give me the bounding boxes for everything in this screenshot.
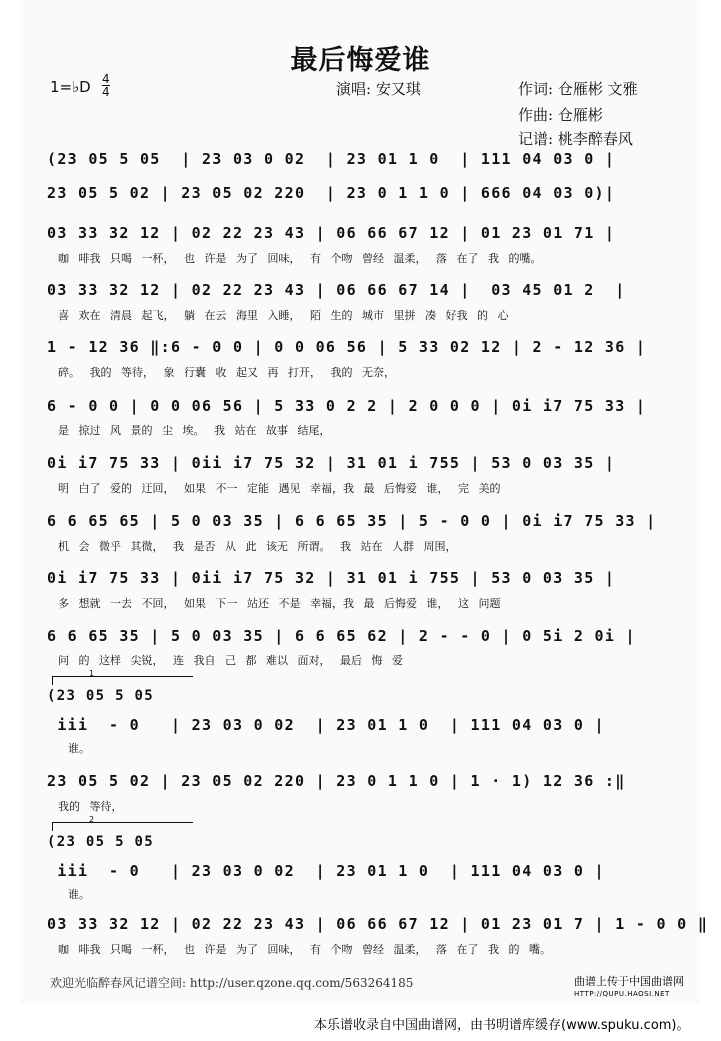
notation: (23 05 5 05 | 23 03 0 02 | 23 01 1 0 | 111 04 03 0 | bbox=[47, 150, 616, 168]
score-line-3 bbox=[47, 224, 667, 246]
lyrics-line-12: 谁。 bbox=[68, 742, 90, 755]
lyrics-line-3: 咖 啡我 只喝 一杯， 也 许是 为了 回味， 有 个吻 曾经 温柔， 落 在了 我 的嘴。 bbox=[58, 252, 542, 265]
notation: 03 33 32 12 | 02 22 23 43 | 06 66 67 14 | 03 45 01 2 | bbox=[47, 281, 626, 299]
lyrics-line-16: 咖 啡我 只喝 一杯， 也 许是 为了 回味， 有 个吻 曾经 温柔， 落 在了 我 的 嘴。 bbox=[58, 943, 551, 956]
source-note: 本乐谱收录自中国曲谱网，由书明谱库缓存(www.spuku.com)。 bbox=[314, 1018, 690, 1033]
score-line-1 bbox=[47, 150, 667, 172]
score-line-6 bbox=[47, 397, 667, 419]
time-signature-bottom: 4 bbox=[102, 85, 110, 99]
lyricist-credit: 作词: 仓雁彬 文雅 bbox=[518, 80, 638, 98]
notation: 03 33 32 12 | 02 22 23 43 | 06 66 67 12 | 01 23 01 71 | bbox=[47, 224, 616, 242]
score-line-8 bbox=[47, 512, 667, 534]
notation: 6 6 65 65 | 5 0 03 35 | 6 6 65 35 | 5 - 0 0 | 0i i7 75 33 | bbox=[47, 512, 657, 530]
score-line-7 bbox=[47, 454, 667, 476]
site-watermark-text: 曲谱上传于中国曲谱网 bbox=[574, 975, 684, 988]
score-line-13 bbox=[47, 772, 667, 794]
site-watermark bbox=[574, 976, 684, 1000]
lyrics-line-7: 明 白了 爱的 迂回， 如果 不一 定能 遇见 幸福，我 最 后悔爱 谁， 完 美的 bbox=[58, 482, 501, 495]
transcriber-homepage: 欢迎光临醉春风记谱空间: http://user.qzone.qq.com/563264185 bbox=[50, 976, 414, 990]
volta-bracket-2 bbox=[52, 815, 193, 831]
score-line-14 bbox=[47, 834, 667, 856]
lyrics-line-13: 我的 等待， bbox=[58, 800, 123, 813]
lyrics-line-4: 喜 欢在 清晨 起飞， 躺 在云 海里 入睡， 陌 生的 城市 里拼 凑 好我 的 心 bbox=[58, 309, 509, 322]
score-line-12 bbox=[47, 716, 667, 738]
score-line-16 bbox=[47, 915, 709, 937]
singer-credit: 演唱: 安又琪 bbox=[336, 80, 421, 98]
notation: (23 05 5 05 bbox=[47, 688, 155, 704]
lyrics-line-10: 问 的 这样 尖锐， 连 我自 己 都 难以 面对， 最后 悔 爱 bbox=[58, 654, 403, 667]
song-title: 最后悔爱谁 bbox=[290, 45, 431, 76]
key-signature: 1=♭D bbox=[50, 78, 91, 96]
notation: 23 05 5 02 | 23 05 02 220 | 23 0 1 1 0 | 666 04 03 0)| bbox=[47, 184, 616, 202]
volta-number: 2 bbox=[89, 815, 95, 824]
score-line-15 bbox=[47, 862, 667, 884]
notation: 1 - 12 36 ‖:6 - 0 0 | 0 0 06 56 | 5 33 02 12 | 2 - 12 36 | bbox=[47, 338, 647, 356]
notation: 0i i7 75 33 | 0ii i7 75 32 | 31 01 i 755 | 53 0 03 35 | bbox=[47, 569, 616, 587]
notation: (23 05 5 05 bbox=[47, 834, 155, 850]
transcriber-credit: 记谱: 桃李醉春风 bbox=[518, 130, 633, 148]
notation: 6 6 65 35 | 5 0 03 35 | 6 6 65 62 | 2 - - 0 | 0 5i 2 0i | bbox=[47, 627, 636, 645]
composer-credit: 作曲: 仓雁彬 bbox=[518, 106, 603, 124]
time-signature-top: 4 bbox=[102, 72, 110, 86]
score-line-10 bbox=[47, 627, 667, 649]
site-watermark-url: HTTP://QUPU.HAOSI.NET bbox=[574, 990, 670, 998]
lyrics-line-15: 谁。 bbox=[68, 888, 90, 901]
notation: 6 - 0 0 | 0 0 06 56 | 5 33 0 2 2 | 2 0 0 0 | 0i i7 75 33 | bbox=[47, 397, 647, 415]
score-line-4 bbox=[47, 281, 667, 303]
score-line-5 bbox=[47, 338, 667, 360]
notation: 03 33 32 12 | 02 22 23 43 | 06 66 67 12 | 01 23 01 7 | 1 - 0 0 ‖ bbox=[47, 915, 709, 933]
lyrics-line-9: 多 想就 一去 不回， 如果 下一 站还 不是 幸福，我 最 后悔爱 谁， 这 问题 bbox=[58, 597, 501, 610]
score-line-9 bbox=[47, 569, 667, 591]
volta-bracket-1 bbox=[52, 669, 193, 685]
score-line-11 bbox=[47, 688, 667, 710]
notation: iii - 0 | 23 03 0 02 | 23 01 1 0 | 111 04 03 0 | bbox=[47, 862, 605, 880]
lyrics-line-6: 是 掠过 风 景的 尘 埃。 我 站在 故事 结尾， bbox=[58, 424, 331, 437]
notation: 23 05 5 02 | 23 05 02 220 | 23 0 1 1 0 | 1 · 1) 12 36 :‖ bbox=[47, 772, 626, 790]
volta-number: 1 bbox=[89, 669, 95, 678]
time-signature bbox=[102, 73, 110, 98]
score-line-2 bbox=[47, 184, 667, 206]
notation: iii - 0 | 23 03 0 02 | 23 01 1 0 | 111 04 03 0 | bbox=[47, 716, 605, 734]
lyrics-line-8: 机 会 微乎 其微， 我 是否 从 此 该无 所谓。 我 站在 人群 周围， bbox=[58, 540, 457, 553]
notation: 0i i7 75 33 | 0ii i7 75 32 | 31 01 i 755 | 53 0 03 35 | bbox=[47, 454, 616, 472]
lyrics-line-5: 碎。 我的 等待， 象 行囊 收 起又 再 打开， 我的 无奈， bbox=[58, 366, 395, 379]
